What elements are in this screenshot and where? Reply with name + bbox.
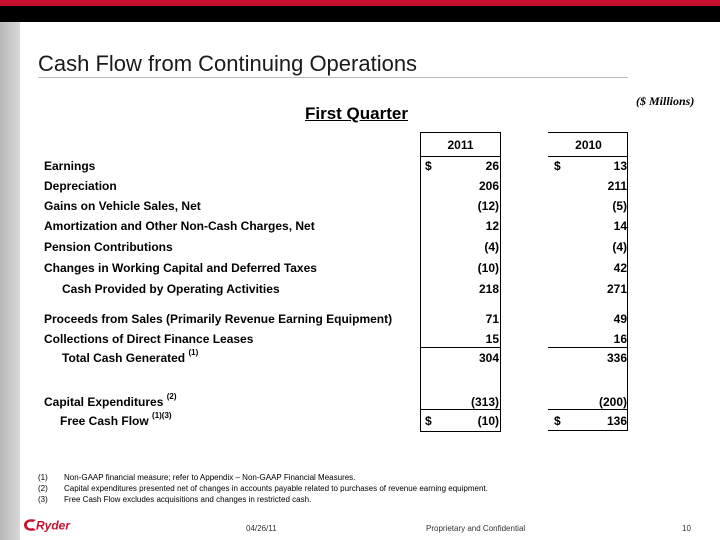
value-2010: 211 xyxy=(607,179,627,193)
footnote-number: (2) xyxy=(38,484,48,493)
table-row xyxy=(0,310,720,328)
page-number: 10 xyxy=(682,524,691,533)
period-heading: First Quarter xyxy=(305,104,408,123)
table-row xyxy=(0,393,720,411)
row-label: Gains on Vehicle Sales, Net xyxy=(44,199,201,213)
table-row xyxy=(0,238,720,256)
footnote-ref: (1) xyxy=(188,348,199,357)
currency-symbol: $ xyxy=(554,414,561,428)
row-label xyxy=(60,411,172,428)
row-label: Earnings xyxy=(44,159,96,173)
currency-symbol: $ xyxy=(554,159,561,173)
top-header-bar xyxy=(0,6,720,22)
page-title: Cash Flow from Continuing Operations xyxy=(38,51,418,76)
row-label: Proceeds from Sales (Primarily Revenue Earning Equipment) xyxy=(44,312,393,326)
row-label: Depreciation xyxy=(44,179,117,193)
row-label: Changes in Working Capital and Deferred Taxes xyxy=(44,261,317,275)
table-row xyxy=(0,177,720,195)
footnote-ref: (2) xyxy=(166,392,177,401)
row-label xyxy=(44,392,177,409)
value-2011: (12) xyxy=(477,199,499,213)
value-2011: 206 xyxy=(478,179,499,193)
title-divider xyxy=(38,77,628,78)
value-2011: (4) xyxy=(484,240,499,254)
value-2011: 71 xyxy=(485,312,499,326)
value-2010: 42 xyxy=(613,261,627,275)
footnote-number: (1) xyxy=(38,473,48,482)
table-row-total xyxy=(0,349,720,367)
value-2011: 15 xyxy=(485,332,499,346)
value-2010: (200) xyxy=(598,395,627,409)
table-row xyxy=(0,217,720,235)
column-2010-bottom-rule xyxy=(548,430,628,431)
row-label: Cash Provided by Operating Activities xyxy=(62,282,280,296)
currency-symbol: $ xyxy=(425,159,432,173)
value-2011: 304 xyxy=(478,351,499,365)
value-2010: 136 xyxy=(606,414,627,428)
value-2010: 16 xyxy=(613,332,627,346)
value-2011: 12 xyxy=(485,219,499,233)
footnote-ref: (1)(3) xyxy=(152,411,172,420)
value-2010: 271 xyxy=(606,282,627,296)
row-label-text: Capital Expenditures xyxy=(44,395,164,409)
units-note: ($ Millions) xyxy=(636,94,695,108)
column-header-2010: 2010 xyxy=(575,138,602,152)
footnote-text: Free Cash Flow excludes acquisitions and changes in restricted cash. xyxy=(64,495,312,504)
row-label-text: Total Cash Generated xyxy=(62,351,186,365)
value-2010: 13 xyxy=(613,159,627,173)
footnote-text: Non-GAAP financial measure; refer to Appendix – Non-GAAP Financial Measures. xyxy=(64,473,356,482)
value-2011: (10) xyxy=(477,261,499,275)
value-2010: (5) xyxy=(612,199,627,213)
value-2010: 14 xyxy=(613,219,627,233)
footer-date: 04/26/11 xyxy=(246,524,277,533)
value-2010: 49 xyxy=(613,312,627,326)
value-2011: 26 xyxy=(485,159,499,173)
table-row xyxy=(0,259,720,277)
table-row xyxy=(0,330,720,348)
table-row-subtotal xyxy=(0,280,720,298)
table-row-free-cash-flow xyxy=(0,412,720,430)
row-label: Collections of Direct Finance Leases xyxy=(44,332,254,346)
value-2011: 218 xyxy=(478,282,499,296)
column-2010-top-rule xyxy=(548,132,628,133)
row-label: Pension Contributions xyxy=(44,240,173,254)
value-2010: 336 xyxy=(606,351,627,365)
ryder-logo xyxy=(22,517,88,533)
footer-confidential: Proprietary and Confidential xyxy=(426,524,526,533)
row-label xyxy=(62,348,199,365)
value-2011: (10) xyxy=(477,414,499,428)
row-label: Amortization and Other Non-Cash Charges, Net xyxy=(44,219,315,233)
table-row xyxy=(0,157,720,175)
table-row xyxy=(0,197,720,215)
column-header-2011: 2011 xyxy=(447,138,474,152)
footnote-number: (3) xyxy=(38,495,48,504)
row-label-text: Free Cash Flow xyxy=(60,414,149,428)
value-2011: (313) xyxy=(470,395,499,409)
footnote-text: Capital expenditures presented net of changes in accounts payable related to purchases of revenue earning equipment. xyxy=(64,484,488,493)
svg-text:Ryder: Ryder xyxy=(36,518,71,533)
value-2010: (4) xyxy=(612,240,627,254)
currency-symbol: $ xyxy=(425,414,432,428)
